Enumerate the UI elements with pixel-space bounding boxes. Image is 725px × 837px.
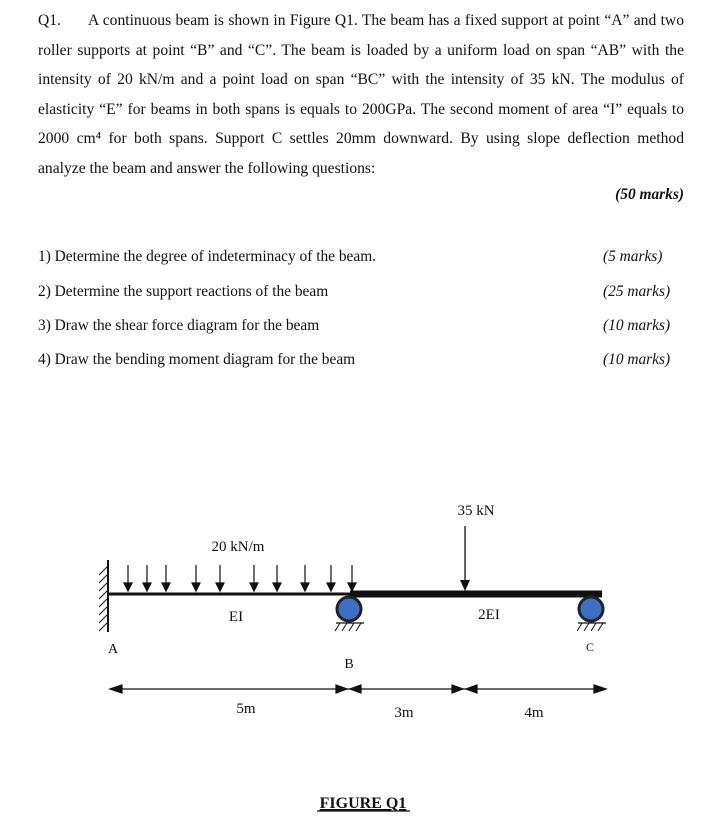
subquestion-3: 3) Draw the shear force diagram for the beam — [38, 317, 320, 334]
point-load-arrow — [460, 526, 470, 591]
subquestion-2-marks: (25 marks) — [603, 283, 671, 300]
subquestion-1-marks: (5 marks) — [603, 248, 663, 265]
point-load-label: 35 kN — [457, 503, 495, 519]
question-body: A continuous beam is shown in Figure Q1. The beam has a fixed support at point “A” and two roller supports at point “B” and “C”. The beam is loaded by a uniform load on span “AB” with the intensity of 20 kN/m and a point load on span “BC” with the intensity of 35 kN. The modulus of elasticity “E” for beams in both spans is equals to 200GPa. The second moment of area “I” equals to 2000 cm⁴ for both spans. Support C settles 20mm downward. By using slope deflection method analyze the beam and answer the following questions: — [38, 12, 684, 177]
dimension-label-5m: 5m — [236, 701, 256, 717]
span-ab-stiffness: EI — [228, 609, 244, 625]
question-number: Q1. — [38, 12, 61, 29]
dimension-line — [110, 685, 606, 693]
subquestion-1: 1) Determine the degree of indeterminacy of the beam. — [38, 248, 377, 265]
roller-support-b — [335, 597, 364, 631]
subquestion-3-marks: (10 marks) — [603, 317, 671, 334]
label-point-b: B — [344, 657, 354, 672]
fixed-support-a — [99, 560, 108, 632]
udl-label: 20 kN/m — [211, 539, 265, 555]
udl-arrows — [124, 565, 356, 591]
total-marks: (50 marks) — [615, 186, 684, 203]
roller-support-c — [577, 597, 606, 631]
label-point-a: A — [107, 642, 119, 657]
subquestion-4-marks: (10 marks) — [603, 351, 671, 368]
dimension-label-3m: 3m — [394, 705, 414, 721]
subquestion-4: 4) Draw the bending moment diagram for the beam — [38, 351, 356, 368]
span-bc-stiffness: 2EI — [478, 607, 500, 623]
dimension-label-4m: 4m — [524, 705, 544, 721]
subquestion-2: 2) Determine the support reactions of the beam — [38, 283, 329, 300]
label-point-c: C — [585, 640, 595, 654]
figure-caption: FIGURE Q1 — [319, 795, 407, 812]
